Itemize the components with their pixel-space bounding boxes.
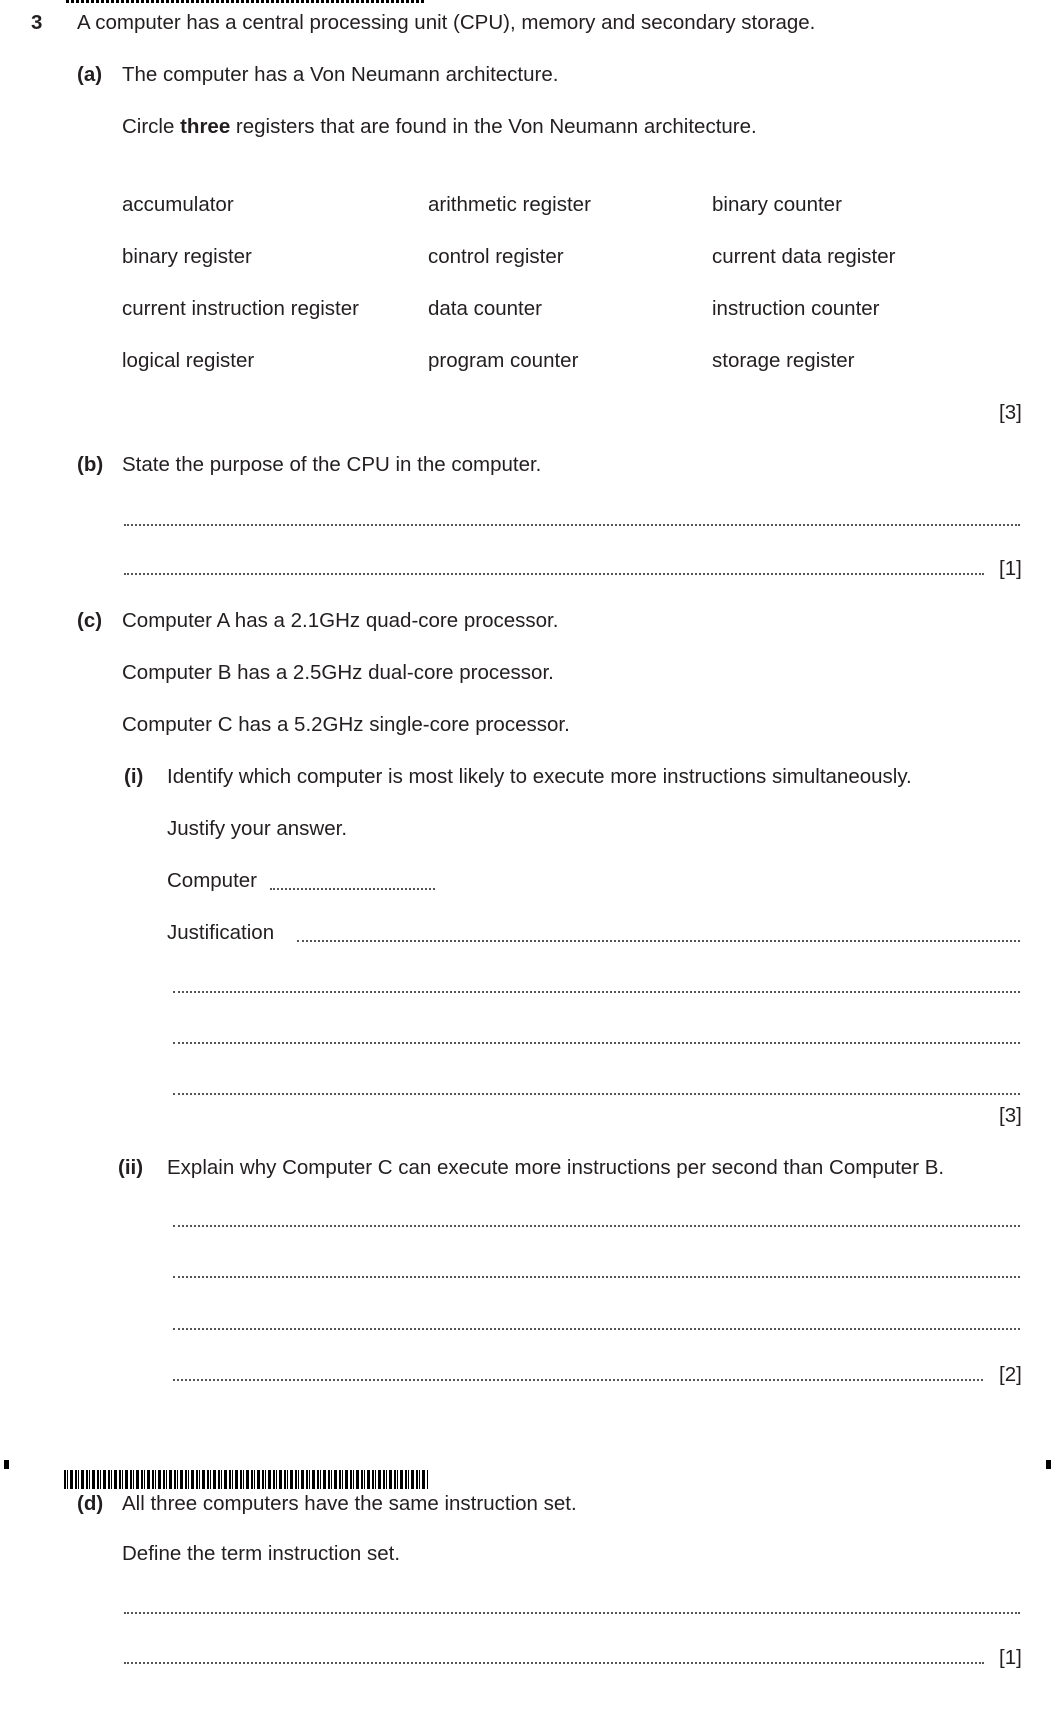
answer-line[interactable] [173,1225,1020,1227]
part-d-marks: [1] [999,1646,1022,1669]
part-cii-text: Explain why Computer C can execute more instructions per second than Computer B. [167,1156,945,1179]
option-binary-register[interactable]: binary register [122,245,252,268]
part-ci-text: Identify which computer is most likely to execute more instructions simultaneously. [167,765,912,788]
answer-line[interactable] [297,940,1020,942]
answer-line[interactable] [173,1379,983,1381]
option-storage-register[interactable]: storage register [712,349,855,372]
part-ci-justify: Justify your answer. [167,817,348,840]
part-cii-marks: [2] [999,1363,1022,1386]
computer-answer-line[interactable] [270,888,435,890]
question-number: 3 [31,11,43,34]
option-program-counter[interactable]: program counter [428,349,579,372]
part-d-label: (d) [77,1492,104,1515]
answer-line[interactable] [173,991,1020,993]
answer-line[interactable] [173,1042,1020,1044]
option-data-counter[interactable]: data counter [428,297,542,320]
barcode [64,1470,428,1489]
part-a-line1: The computer has a Von Neumann architecture. [122,63,559,86]
option-arithmetic-register[interactable]: arithmetic register [428,193,591,216]
answer-line[interactable] [124,524,1020,526]
question-stem: A computer has a central processing unit (CPU), memory and secondary storage. [77,11,816,34]
part-b-marks: [1] [999,557,1022,580]
part-b-text: State the purpose of the CPU in the computer. [122,453,542,476]
part-ci-marks: [3] [999,1104,1022,1127]
option-current-instruction-register[interactable]: current instruction register [122,297,359,320]
option-binary-counter[interactable]: binary counter [712,193,842,216]
top-barcode-strip [66,0,426,3]
answer-line[interactable] [173,1093,1020,1095]
part-a-instruction: Circle three registers that are found in the Von Neumann architecture. [122,115,757,138]
registration-mark [1046,1460,1051,1469]
answer-line[interactable] [124,1662,984,1664]
answer-line[interactable] [124,1612,1020,1614]
option-current-data-register[interactable]: current data register [712,245,896,268]
part-d-line1: All three computers have the same instruction set. [122,1492,577,1515]
option-accumulator[interactable]: accumulator [122,193,234,216]
option-instruction-counter[interactable]: instruction counter [712,297,880,320]
part-a-marks: [3] [999,401,1022,424]
part-c-line3: Computer C has a 5.2GHz single-core processor. [122,713,570,736]
answer-line[interactable] [173,1328,1020,1330]
part-a-label: (a) [77,63,103,86]
registration-mark [4,1460,9,1469]
part-cii-label: (ii) [118,1156,144,1179]
option-logical-register[interactable]: logical register [122,349,255,372]
part-c-label: (c) [77,609,103,632]
part-ci-label: (i) [124,765,144,788]
option-control-register[interactable]: control register [428,245,564,268]
part-c-line1: Computer A has a 2.1GHz quad-core processor. [122,609,559,632]
justification-label: Justification [167,921,275,944]
computer-label: Computer [167,869,258,892]
answer-line[interactable] [173,1276,1020,1278]
part-b-label: (b) [77,453,104,476]
answer-line[interactable] [124,573,984,575]
part-d-line2: Define the term instruction set. [122,1542,401,1565]
part-c-line2: Computer B has a 2.5GHz dual-core processor. [122,661,554,684]
